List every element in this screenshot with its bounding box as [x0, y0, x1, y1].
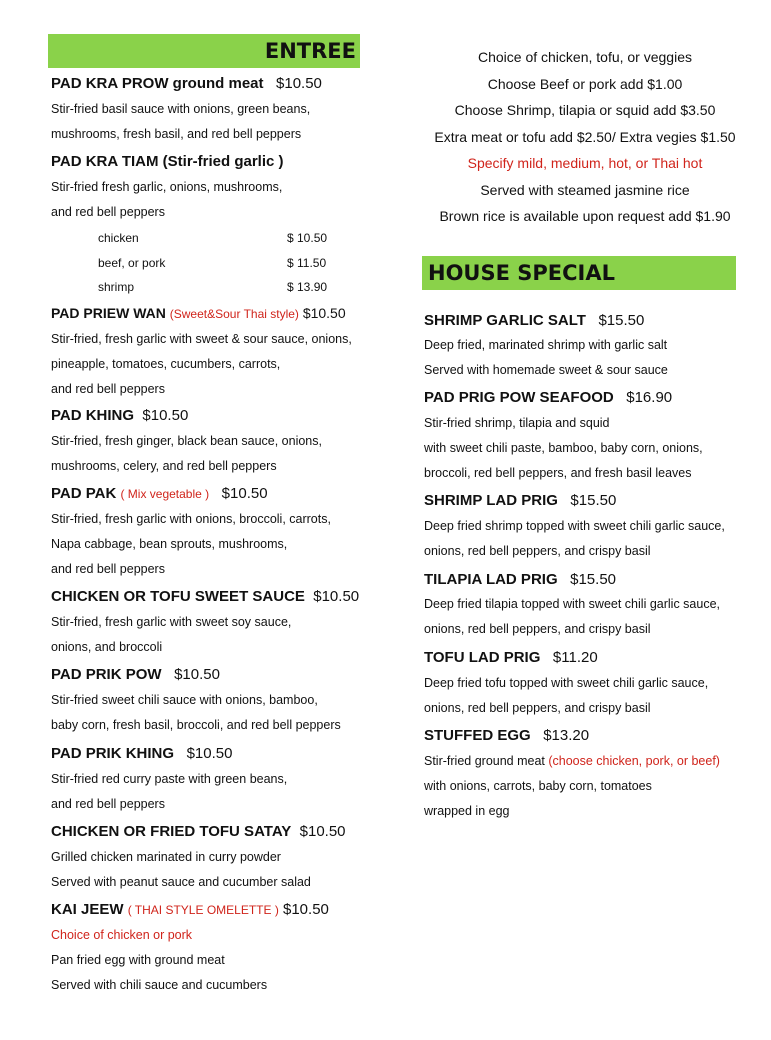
- menu-item-price: $10.50: [221, 485, 268, 502]
- menu-item-price: $10.50: [313, 588, 360, 605]
- menu-item-desc: Stir-fried, fresh garlic with onions, broccoli, carrots,: [51, 512, 331, 526]
- menu-item-desc: wrapped in egg: [424, 804, 510, 818]
- menu-item-price: $15.50: [570, 571, 617, 588]
- menu-item-desc: Deep fried, marinated shrimp with garlic salt: [424, 338, 668, 352]
- menu-item-desc: Stir-fried, fresh garlic with sweet & sour sauce, onions,: [51, 332, 352, 346]
- menu-item-note: ( THAI STYLE OMELETTE ): [127, 903, 279, 917]
- menu-item-price: $10.50: [276, 75, 322, 92]
- menu-item-desc: Deep fried shrimp topped with sweet chili garlic sauce,: [424, 519, 725, 533]
- menu-item-name: SHRIMP LAD PRIG $15.50: [424, 492, 617, 509]
- menu-item-name: PAD KRA TIAM (Stir-fried garlic ): [51, 153, 284, 170]
- menu-item-name: PAD PAK ( Mix vegetable ) $10.50: [51, 485, 268, 502]
- menu-item-desc: Served with homemade sweet & sour sauce: [424, 363, 668, 377]
- menu-item-name: PAD KRA PROW ground meat $10.50: [51, 75, 322, 92]
- menu-item-desc: and red bell peppers: [51, 797, 165, 811]
- menu-item-desc: Deep fried tofu topped with sweet chili garlic sauce,: [424, 676, 709, 690]
- info-line: Brown rice is available upon request add $1.90: [439, 208, 731, 224]
- menu-item-price: $10.50: [174, 666, 220, 683]
- menu-item-price: $15.50: [570, 492, 617, 509]
- menu-item-name: STUFFED EGG $13.20: [424, 727, 590, 744]
- menu-item-price: $11.20: [552, 649, 598, 666]
- menu-item-desc: mushrooms, fresh basil, and red bell peppers: [51, 127, 302, 141]
- info-line: Choose Beef or pork add $1.00: [487, 76, 683, 92]
- menu-item-desc-highlight: Choice of chicken or pork: [51, 928, 193, 942]
- menu-item-desc: mushrooms, celery, and red bell peppers: [51, 459, 277, 473]
- menu-item-price: $10.50: [302, 305, 346, 321]
- menu-item-desc: Stir-fried shrimp, tilapia and squid: [424, 416, 610, 430]
- menu-item-desc: Deep fried tilapia topped with sweet chili garlic sauce,: [424, 597, 720, 611]
- info-line-spice: Specify mild, medium, hot, or Thai hot: [467, 155, 703, 171]
- menu-item-desc: Stir-fried, fresh ginger, black bean sauce, onions,: [51, 434, 322, 448]
- menu-item-desc: Stir-fried fresh garlic, onions, mushrooms,: [51, 180, 283, 194]
- entree-banner: [48, 34, 360, 68]
- menu-item-desc: and red bell peppers: [51, 382, 165, 396]
- menu-item-desc-highlight: (choose chicken, pork, or beef): [548, 754, 720, 768]
- option-price: $ 11.50: [287, 256, 327, 270]
- info-line: Choice of chicken, tofu, or veggies: [477, 49, 692, 65]
- menu-item-price: $16.90: [626, 389, 673, 406]
- menu-item-note: (Sweet&Sour Thai style): [169, 307, 299, 321]
- menu-item-price: $15.50: [598, 312, 645, 329]
- menu-item-desc: onions, red bell peppers, and crispy basil: [424, 622, 651, 636]
- menu-item-desc: and red bell peppers: [51, 205, 165, 219]
- menu-item-name: CHICKEN OR TOFU SWEET SAUCE $10.50: [51, 588, 360, 605]
- info-line: Choose Shrimp, tilapia or squid add $3.50: [454, 102, 716, 118]
- menu-item-desc: Stir-fried ground meat (choose chicken, pork, or beef): [424, 754, 720, 768]
- info-line: Served with steamed jasmine rice: [480, 182, 690, 198]
- menu-item-desc: pineapple, tomatoes, cucumbers, carrots,: [51, 357, 281, 371]
- info-line: Extra meat or tofu add $2.50/ Extra vegies $1.50: [434, 129, 736, 145]
- house-special-banner: [422, 256, 736, 290]
- menu-item-desc: Stir-fried red curry paste with green beans,: [51, 772, 288, 786]
- menu-item-desc: Pan fried egg with ground meat: [51, 953, 225, 967]
- menu-item-price: $10.50: [186, 745, 233, 762]
- option-label: beef, or pork: [98, 256, 166, 270]
- option-label: shrimp: [98, 280, 135, 294]
- menu-item-price: $10.50: [299, 823, 346, 840]
- menu-item-name: TOFU LAD PRIG $11.20: [424, 649, 598, 666]
- menu-item-name: PAD PRIG POW SEAFOOD $16.90: [424, 389, 673, 406]
- menu-item-name: CHICKEN OR FRIED TOFU SATAY $10.50: [51, 823, 346, 840]
- option-label: chicken: [98, 231, 139, 245]
- menu-item-name: SHRIMP GARLIC SALT $15.50: [424, 312, 645, 329]
- menu-item-name: TILAPIA LAD PRIG $15.50: [424, 571, 617, 588]
- menu-item-price: $10.50: [142, 407, 189, 424]
- menu-item-desc: onions, and broccoli: [51, 640, 163, 654]
- menu-item-price: $10.50: [283, 901, 329, 918]
- menu-item-price: $13.20: [543, 727, 590, 744]
- menu-item-desc: broccoli, red bell peppers, and fresh basil leaves: [424, 466, 692, 480]
- menu-item-desc: Served with chili sauce and cucumbers: [51, 978, 268, 992]
- menu-item-name: PAD PRIEW WAN (Sweet&Sour Thai style) $10.50: [51, 305, 346, 321]
- menu-item-desc: onions, red bell peppers, and crispy basil: [424, 544, 651, 558]
- menu-item-name: PAD PRIK POW $10.50: [51, 666, 220, 683]
- house-special-heading: HOUSE SPECIAL: [428, 261, 615, 285]
- menu-item-desc: Served with peanut sauce and cucumber salad: [51, 875, 311, 889]
- menu-item-desc: Stir-fried, fresh garlic with sweet soy sauce,: [51, 615, 292, 629]
- menu-item-desc: with sweet chili paste, bamboo, baby corn, onions,: [424, 441, 703, 455]
- menu-item-desc: Stir-fried sweet chili sauce with onions, bamboo,: [51, 693, 318, 707]
- entree-heading: ENTREE: [264, 39, 356, 63]
- menu-item-desc: onions, red bell peppers, and crispy basil: [424, 701, 651, 715]
- menu-item-name: KAI JEEW ( THAI STYLE OMELETTE ) $10.50: [51, 901, 329, 918]
- menu-item-name: PAD PRIK KHING $10.50: [51, 745, 233, 762]
- menu-item-desc: Stir-fried basil sauce with onions, green beans,: [51, 102, 311, 116]
- menu-item-desc: Grilled chicken marinated in curry powder: [51, 850, 281, 864]
- menu-item-desc: with onions, carrots, baby corn, tomatoes: [424, 779, 652, 793]
- menu-item-desc: baby corn, fresh basil, broccoli, and red bell peppers: [51, 718, 341, 732]
- option-price: $ 13.90: [287, 280, 328, 294]
- menu-item-desc: and red bell peppers: [51, 562, 165, 576]
- menu-item-desc: Napa cabbage, bean sprouts, mushrooms,: [51, 537, 288, 551]
- menu-item-name: PAD KHING $10.50: [51, 407, 189, 424]
- option-price: $ 10.50: [287, 231, 328, 245]
- menu-item-note: ( Mix vegetable ): [120, 487, 210, 501]
